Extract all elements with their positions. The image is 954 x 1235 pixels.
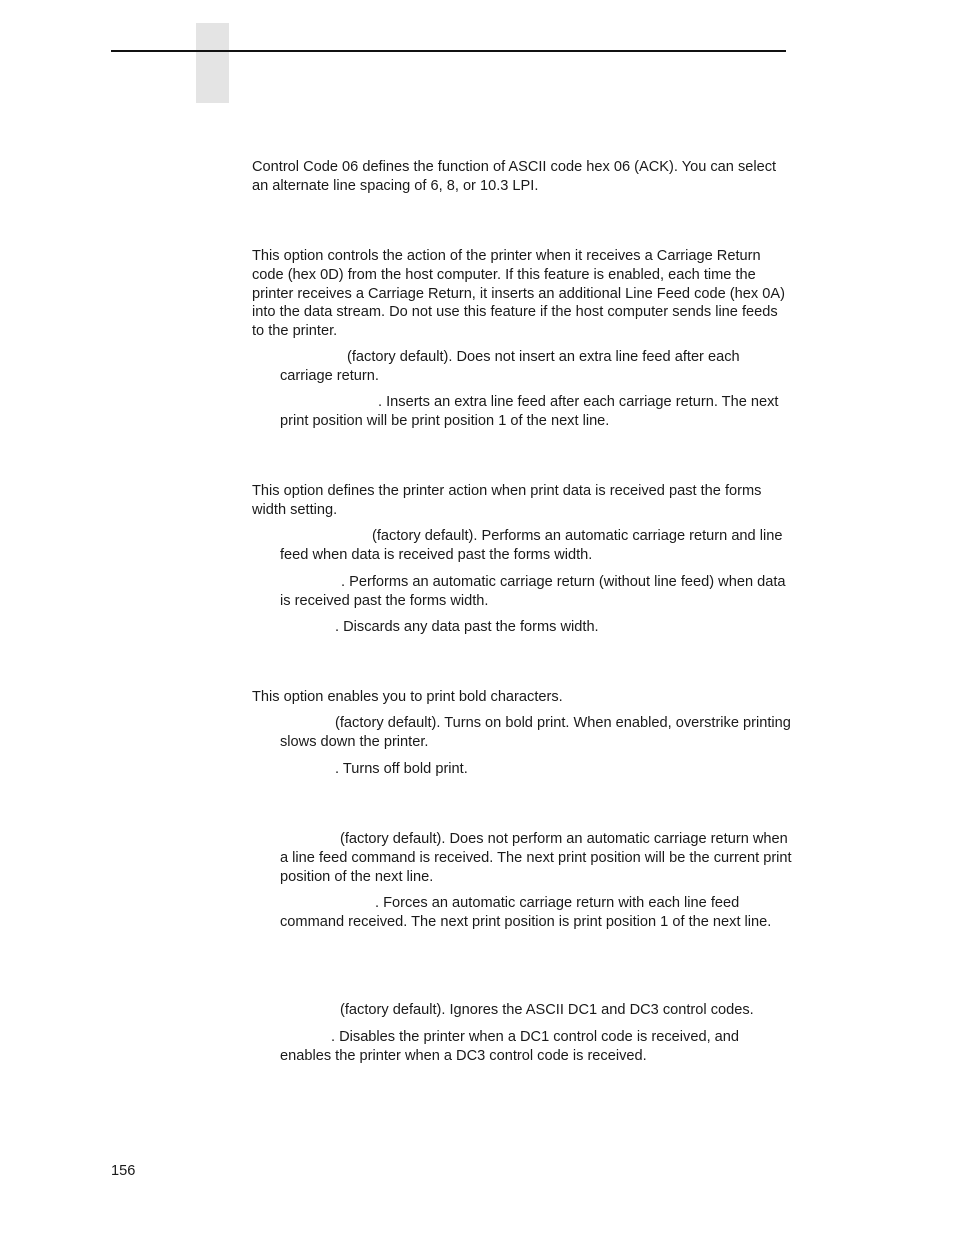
bold-print-option-2: . Turns off bold print. (335, 761, 468, 777)
lf-edit-option-1: (factory default). Does not perform an automatic carriage return when a line feed command is received. The next print position will be the current print position of the next line. (280, 831, 792, 885)
cr-edit-option-2: . Inserts an extra line feed after each carriage return. The next print position will be print position 1 of the next line. (280, 394, 779, 429)
auto-wrap-description: This option defines the printer action when print data is received past the forms width setting. (252, 483, 762, 518)
control-code-06-description: Control Code 06 defines the function of ASCII code hex 06 (ACK). You can select an alternate line spacing of 6, 8, or 10.3 LPI. (252, 159, 777, 194)
auto-wrap-option-2: . Performs an automatic carriage return (without line feed) when data is received past the forms width. (280, 574, 786, 609)
chapter-tab-marker (196, 23, 229, 103)
auto-wrap-option-1: (factory default). Performs an automatic carriage return and line feed when data is received past the forms width. (280, 528, 783, 563)
auto-wrap-option-3: . Discards any data past the forms width. (335, 619, 599, 635)
header-rule (111, 50, 786, 52)
page-number: 156 (111, 1163, 136, 1179)
cr-edit-description: This option controls the action of the printer when it receives a Carriage Return code (hex 0D) from the host computer. If this feature is enabled, each time the printer receives a Carriage Return, it inserts an additional Line Feed code (hex 0A) into the data stream. Do not use this feature if the host computer sends line feeds to the printer. (252, 248, 785, 340)
lf-edit-option-2: . Forces an automatic carriage return with each line feed command received. The next print position is print position 1 of the next line. (280, 895, 772, 930)
bold-print-description: This option enables you to print bold characters. (252, 689, 563, 705)
cr-edit-option-1: (factory default). Does not insert an extra line feed after each carriage return. (280, 349, 740, 384)
dc1-dc3-option-1: (factory default). Ignores the ASCII DC1 and DC3 control codes. (340, 1002, 754, 1018)
dc1-dc3-option-2: . Disables the printer when a DC1 control code is received, and enables the printer when a DC3 control code is received. (280, 1029, 740, 1064)
bold-print-option-1: (factory default). Turns on bold print. When enabled, overstrike printing slows down the printer. (280, 715, 791, 750)
